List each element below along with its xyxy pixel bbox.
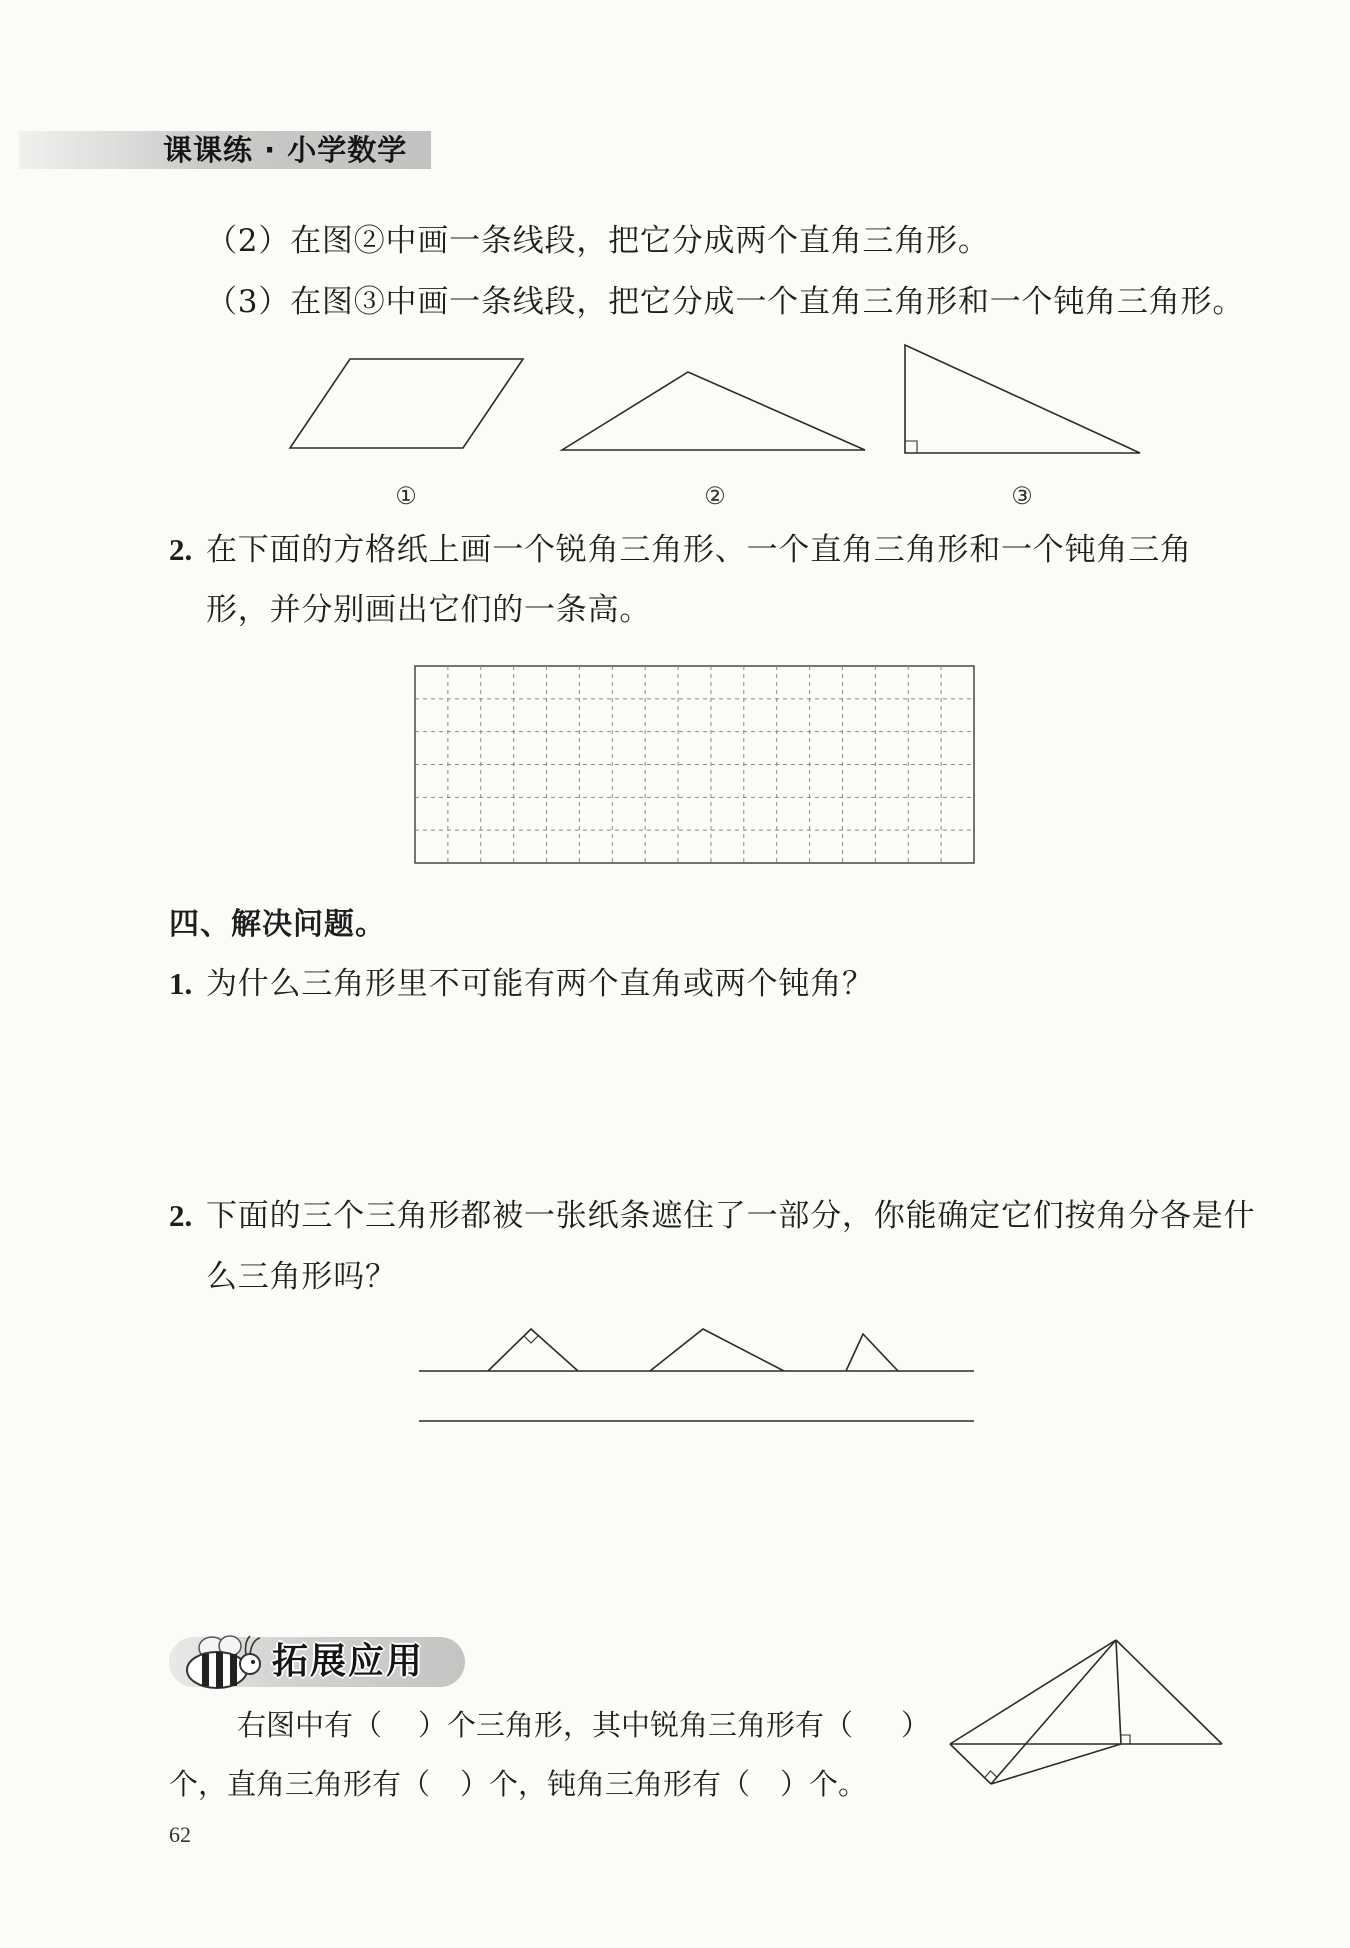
question-2-line-2: 么三角形吗？ bbox=[206, 1259, 397, 1295]
text-segment: ）个。 bbox=[780, 1767, 868, 1801]
task-text: 在图③中画一条线段，把它分成一个直角三角形和一个钝角三角形。 bbox=[290, 284, 1245, 320]
right-triangle-figure-3 bbox=[905, 345, 1140, 453]
extension-banner-title: 拓展应用 bbox=[272, 1641, 425, 1682]
question-number: 1. bbox=[169, 966, 193, 1001]
right-angle-mark bbox=[905, 441, 917, 453]
figure-label-3: ③ bbox=[1011, 482, 1033, 510]
extension-figure bbox=[950, 1640, 1222, 1784]
question-number: 2. bbox=[169, 1198, 193, 1233]
grid-task-line-2: 形，并分别画出它们的一条高。 bbox=[206, 592, 652, 628]
book-title: 课课练 · 小学数学 bbox=[163, 133, 408, 167]
section-heading: 四、解决问题。 bbox=[169, 907, 386, 942]
figure-label-2: ② bbox=[704, 482, 726, 510]
text-segment: 个，直角三角形有（ bbox=[169, 1767, 431, 1801]
text-segment: ） bbox=[901, 1708, 931, 1742]
page-number: 62 bbox=[169, 1822, 191, 1847]
grid-task-line-1: 在下面的方格纸上画一个锐角三角形、一个直角三角形和一个钝角三角 bbox=[206, 532, 1192, 568]
figure-edge bbox=[991, 1640, 1116, 1784]
triangle-tip-1 bbox=[488, 1329, 578, 1371]
triangle-tip-3 bbox=[846, 1334, 898, 1371]
figure-edge bbox=[950, 1744, 991, 1784]
figure-edge bbox=[950, 1640, 1116, 1744]
question-1-text: 为什么三角形里不可能有两个直角或两个钝角？ bbox=[206, 966, 874, 1002]
figure-label-1: ① bbox=[395, 482, 417, 510]
triangle-tip-2 bbox=[650, 1329, 784, 1371]
figure-edge bbox=[1116, 1640, 1222, 1744]
text-segment: ）个三角形，其中锐角三角形有（ bbox=[418, 1708, 854, 1742]
triangle-figure-2 bbox=[562, 372, 865, 450]
right-angle-mark bbox=[1121, 1735, 1130, 1744]
question-2-line-1: 下面的三个三角形都被一张纸条遮住了一部分，你能确定它们按角分各是什 bbox=[206, 1198, 1256, 1234]
task-label: （2） bbox=[206, 223, 291, 259]
right-angle-mark bbox=[524, 1336, 538, 1343]
right-angle-mark bbox=[985, 1771, 997, 1778]
task-label: （3） bbox=[206, 284, 291, 320]
text-segment: 右图中有（ bbox=[237, 1708, 383, 1742]
text-segment: ）个，钝角三角形有（ bbox=[460, 1767, 751, 1801]
figure-altitude bbox=[1116, 1640, 1121, 1744]
question-number: 2. bbox=[169, 532, 193, 567]
figure-edge bbox=[991, 1744, 1121, 1784]
task-text: 在图②中画一条线段，把它分成两个直角三角形。 bbox=[290, 223, 990, 259]
parallelogram-figure bbox=[290, 359, 523, 448]
grid-paper[interactable] bbox=[415, 666, 974, 863]
